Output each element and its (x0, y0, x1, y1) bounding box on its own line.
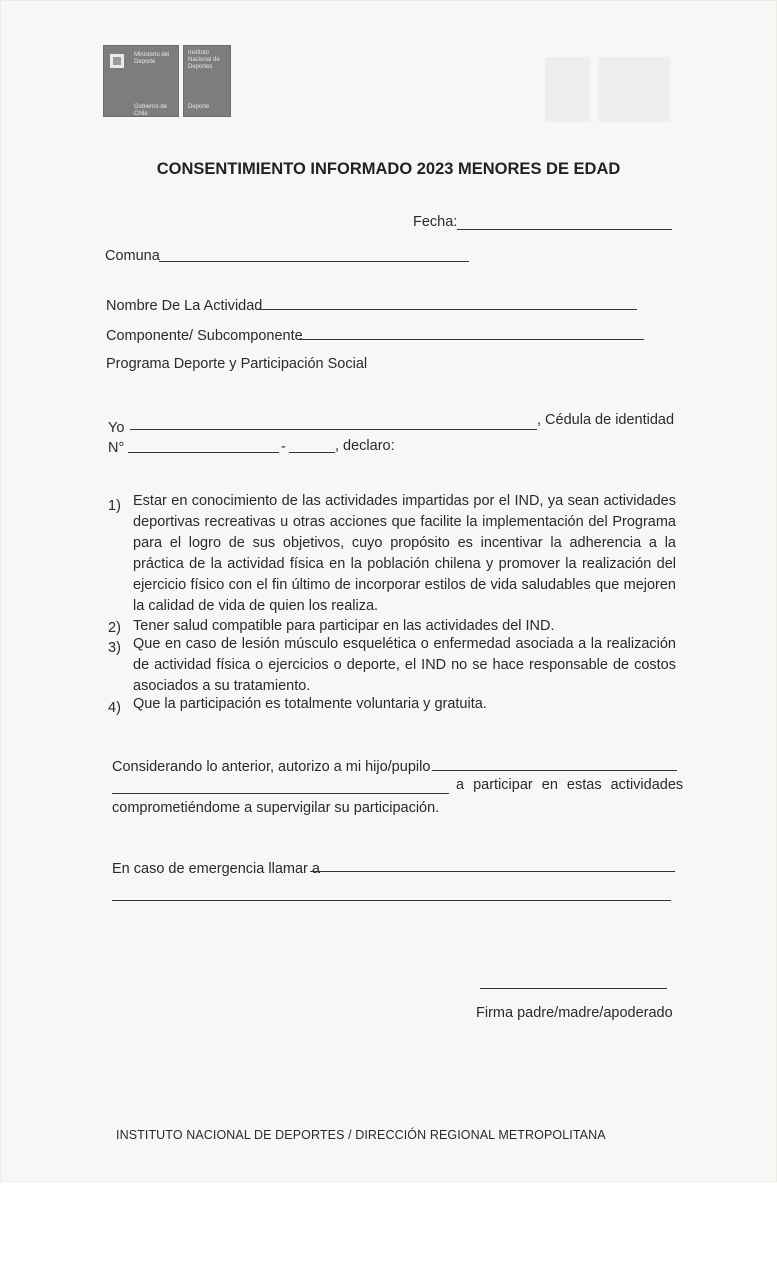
ministerio-logo-bottom: Gobierno de Chile (134, 104, 168, 117)
bleed-through-logo (598, 57, 670, 122)
instituto-logo-bottom: Deporte (188, 104, 210, 110)
item-1-text: Estar en conocimiento de las actividades impartidas por el IND, ya sean actividades deportivas recreativas u otras acciones que facilite la implementación del Programa para el logro de sus objetivos, cuyo propósito es incentivar la adherencia a la práctica de la actividad física en la población chilena y promover la realización del ejercicio físico con el fin último de incorporar estilos de vida saludables que mejoren la calidad de vida de quien los realiza. (133, 493, 676, 614)
ministerio-logo (103, 45, 179, 117)
comuna-field[interactable] (159, 261, 469, 262)
fecha-label: Fecha: (413, 214, 458, 230)
autorizacion-intro: Considerando lo anterior, autorizo a mi hijo/pupilo (112, 759, 431, 775)
componente-label: Componente/ Subcomponente (106, 328, 303, 344)
item-number: 2) (108, 620, 121, 636)
numero-label: N° (108, 440, 125, 456)
rut-field[interactable] (128, 452, 279, 453)
item-4-text: Que la participación es totalmente voluntaria y gratuita. (133, 696, 487, 712)
componente-field[interactable] (299, 339, 644, 340)
fecha-field[interactable] (457, 229, 672, 230)
emergencia-label: En caso de emergencia llamar a (112, 861, 320, 877)
item-number: 1) (108, 498, 121, 514)
instituto-logo-line: Nacional de (188, 57, 220, 63)
item-number: 4) (108, 700, 121, 716)
actividad-label: Nombre De La Actividad (106, 298, 263, 314)
participar-text: a participar en estas actividades (456, 777, 684, 793)
hijo-nombre-field-2[interactable] (112, 793, 449, 794)
emergencia-field[interactable] (310, 871, 675, 872)
ministerio-logo-line: Deporte (134, 59, 156, 65)
comuna-label: Comuna (105, 248, 160, 264)
item-number: 3) (108, 640, 121, 656)
chile-emblem-icon (110, 54, 124, 68)
item-3-text: Que en caso de lesión músculo esquelética o enfermedad asociada a la realización de actividad física o ejercicios o deporte, el IND no se hace responsable de costos asociados a su tratamiento. (133, 636, 676, 694)
yo-label: Yo (108, 420, 125, 436)
firma-label: Firma padre/madre/apoderado (476, 1005, 673, 1021)
firma-line[interactable] (480, 988, 667, 989)
compromiso-text: comprometiéndome a supervigilar su participación. (112, 800, 440, 816)
actividad-field[interactable] (257, 309, 637, 310)
nombre-field[interactable] (130, 429, 537, 430)
emergencia-field-2[interactable] (112, 900, 671, 901)
footer-text: INSTITUTO NACIONAL DE DEPORTES / DIRECCIÓN REGIONAL METROPOLITANA (116, 1128, 606, 1142)
declaro-label: , declaro: (335, 438, 395, 454)
ministerio-logo-line: Ministerio del (134, 52, 170, 58)
cedula-label: , Cédula de identidad (537, 412, 675, 428)
programa-label: Programa Deporte y Participación Social (106, 356, 368, 372)
rut-dash: - (281, 439, 286, 455)
instituto-logo-line: Instituto (188, 50, 210, 56)
document-title: CONSENTIMIENTO INFORMADO 2023 MENORES DE EDAD (156, 160, 621, 178)
hijo-nombre-field[interactable] (432, 770, 677, 771)
bleed-through-logo (545, 57, 590, 122)
item-2-text: Tener salud compatible para participar en las actividades del IND. (133, 618, 555, 634)
instituto-logo (183, 45, 231, 117)
rut-dv-field[interactable] (289, 452, 335, 453)
instituto-logo-line: Deportes (188, 64, 213, 70)
